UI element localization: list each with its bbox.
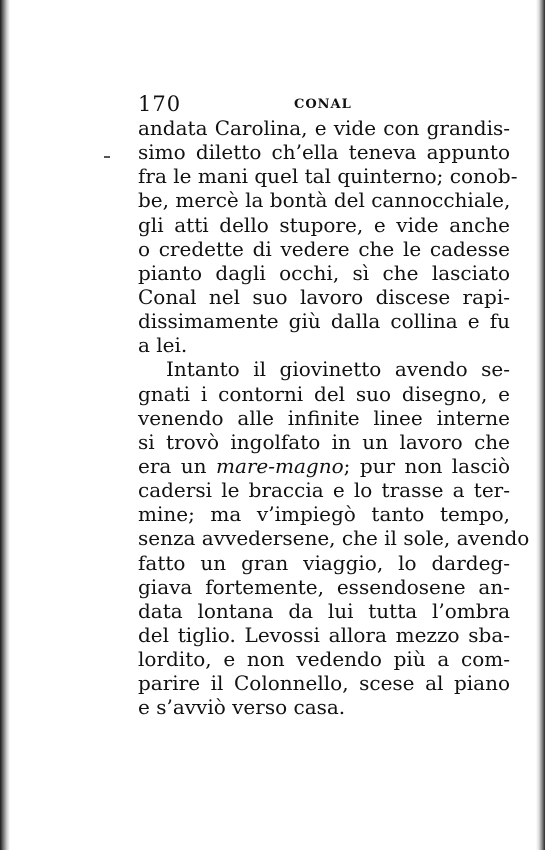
- margin-mark: [104, 156, 110, 158]
- text-line: fra le mani quel tal quinterno; conob-: [138, 164, 518, 189]
- text-run: era un: [138, 453, 216, 478]
- paragraph-end-line: a lei.: [138, 333, 188, 358]
- page-number: 170: [138, 92, 182, 116]
- text-line-with-italic: [138, 454, 510, 478]
- scan-edge-left: [0, 0, 10, 850]
- text-line: pianto dagli occhi, sì che lasciato: [138, 260, 510, 285]
- text-run: ; pur non lasciò: [343, 453, 510, 478]
- text-line: andata Carolina, e vide con grandis-: [138, 116, 510, 140]
- text-line: simo diletto ch’ella teneva appunto: [138, 140, 510, 165]
- text-line: del tiglio. Levossi allora mezzo sba-: [138, 622, 510, 647]
- text-line: si trovò ingolfato in un lavoro che: [138, 429, 510, 454]
- running-title: CONAL: [294, 97, 352, 112]
- text-line: be, mercè la bontà del cannocchiale,: [138, 188, 511, 213]
- text-line: gnati i contorni del suo disegno, e: [138, 381, 510, 406]
- text-line: dissimamente giù dalla collina e fu: [138, 309, 510, 334]
- text-line: lordito, e non vedendo più a com-: [138, 647, 510, 672]
- text-line: senza avvedersene, che il sole, avendo: [138, 526, 530, 551]
- text-line: gli atti dello stupore, e vide anche: [138, 212, 510, 237]
- text-line: mine; ma v’impiegò tanto tempo,: [138, 502, 510, 527]
- text-line: data lontana da lui tutta l’ombra: [138, 598, 510, 623]
- scan-edge-right: [536, 0, 545, 850]
- text-line: o credette di vedere che le cadesse: [138, 236, 510, 261]
- text-line: giava fortemente, essendosene an-: [138, 574, 510, 599]
- text-line: cadersi le braccia e lo trasse a ter-: [138, 478, 510, 503]
- text-line: fatto un gran viaggio, lo dardeg-: [138, 550, 510, 575]
- text-line: venendo alle infinite linee interne: [138, 405, 510, 430]
- body-text: [138, 116, 530, 720]
- paragraph-first-line: Intanto il giovinetto avendo se-: [166, 357, 510, 382]
- text-line: Conal nel suo lavoro discese rapi-: [138, 284, 510, 309]
- running-head: [138, 92, 352, 116]
- text-line: parire il Colonnello, scese al piano: [138, 671, 510, 696]
- paragraph-end-line: e s’avviò verso casa.: [138, 695, 346, 720]
- italic-phrase: mare-magno: [215, 453, 344, 478]
